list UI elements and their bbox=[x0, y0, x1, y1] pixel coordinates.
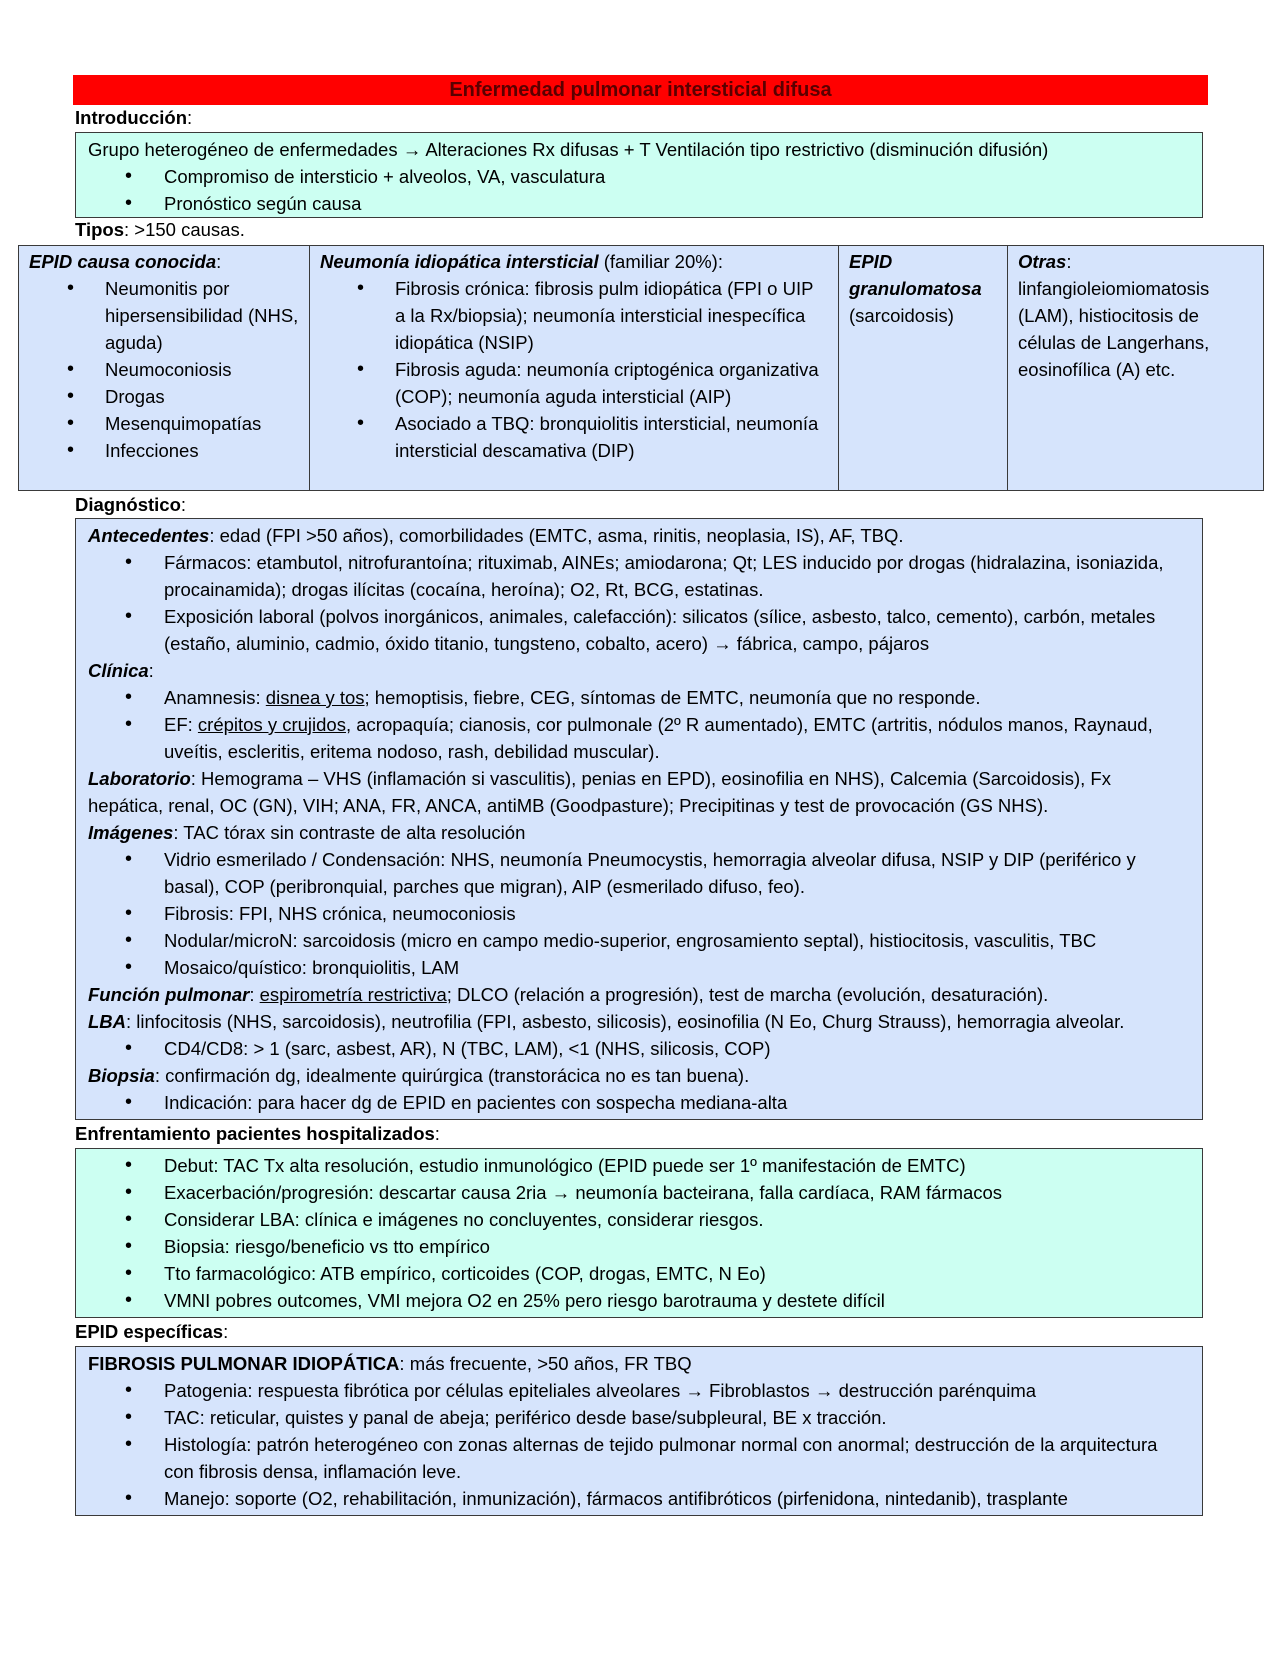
col-title: Otras bbox=[1018, 251, 1067, 272]
list-item: • Asociado a TBQ: bronquiolitis intersticial, neumonía intersticial descamativa (DIP) bbox=[320, 410, 828, 464]
list-item: • Neumonitis por hipersensibilidad (NHS, aguda) bbox=[29, 275, 299, 356]
list-item: • Fibrosis crónica: fibrosis pulm idiopática (FPI o UIP a la Rx/biopsia); neumonía intersticial inespecífica idiopática (NSIP) bbox=[320, 275, 828, 356]
list-item: • Exacerbación/progresión: descartar causa 2ria → neumonía bacteirana, falla cardíaca, RAM fármacos bbox=[88, 1179, 1190, 1206]
list-item: • Vidrio esmerilado / Condensación: NHS, neumonía Pneumocystis, hemorragia alveolar difusa, NSIP y DIP (periférico y basal), COP (peribronquial, parches que migran), AIP (esmerilado difuso, feo). bbox=[88, 846, 1190, 900]
list-item: • Considerar LBA: clínica e imágenes no concluyentes, considerar riesgos. bbox=[88, 1206, 1190, 1233]
col-title: EPID causa conocida bbox=[29, 251, 217, 272]
list-item: • Infecciones bbox=[29, 437, 299, 464]
list-item: • Fármacos: etambutol, nitrofurantoína; rituximab, AINEs; amiodarona; Qt; LES inducido por drogas (hidralazina, isoniazida, procainamida); drogas ilícitas (cocaína, heroína); O2, Rt, BCG, estatinas. bbox=[88, 549, 1190, 603]
list-item: • TAC: reticular, quistes y panal de abeja; periférico desde base/subpleural, BE x tracción. bbox=[88, 1404, 1190, 1431]
list-item: • Mosaico/quístico: bronquiolitis, LAM bbox=[88, 954, 1190, 981]
tipos-col-otras: Otras: linfangioleiomiomatosis (LAM), histiocitosis de células de Langerhans, eosinofílica (A) etc. bbox=[1008, 246, 1264, 491]
tipos-table bbox=[18, 245, 1264, 491]
list-item: • Fibrosis: FPI, NHS crónica, neumoconiosis bbox=[88, 900, 1190, 927]
list-item: • EF: crépitos y crujidos, acropaquía; cianosis, cor pulmonale (2º R aumentado), EMTC (artritis, nódulos manos, Raynaud, uveítis, escleritis, eritema nodoso, rash, debilidad muscular). bbox=[88, 711, 1190, 765]
hospitalizados-box bbox=[75, 1148, 1203, 1318]
list-item: • CD4/CD8: > 1 (sarc, asbest, AR), N (TBC, LAM), <1 (NHS, silicosis, COP) bbox=[88, 1035, 1190, 1062]
page-title: Enfermedad pulmonar intersticial difusa bbox=[73, 75, 1208, 105]
list-item: • Compromiso de intersticio + alveolos, VA, vasculatura bbox=[88, 163, 1190, 190]
list-item: • Anamnesis: disnea y tos; hemoptisis, fiebre, CEG, síntomas de EMTC, neumonía que no responde. bbox=[88, 684, 1190, 711]
intro-box bbox=[75, 132, 1203, 218]
hospitalizados-heading: Enfrentamiento pacientes hospitalizados: bbox=[75, 1123, 440, 1144]
list-item: • Tto farmacológico: ATB empírico, corticoides (COP, drogas, EMTC, N Eo) bbox=[88, 1260, 1190, 1287]
list-item: • Drogas bbox=[29, 383, 299, 410]
tipos-col-granulomatosa: EPID granulomatosa (sarcoidosis) bbox=[839, 246, 1008, 491]
diagnostico-heading: Diagnóstico: bbox=[75, 494, 187, 515]
list-item: • Indicación: para hacer dg de EPID en pacientes con sospecha mediana-alta bbox=[88, 1089, 1190, 1116]
list-item: • Patogenia: respuesta fibrótica por células epiteliales alveolares → Fibroblastos → destrucción parénquima bbox=[88, 1377, 1190, 1404]
list-item: • Neumoconiosis bbox=[29, 356, 299, 383]
list-item: • VMNI pobres outcomes, VMI mejora O2 en 25% pero riesgo barotrauma y destete difícil bbox=[88, 1287, 1190, 1314]
tipos-col-conocida: EPID causa conocida: • Neumonitis por hipersensibilidad (NHS, aguda) • Neumoconiosis • Drogas • Mesenquimopatías • Infecciones bbox=[19, 246, 310, 491]
list-item: • Biopsia: riesgo/beneficio vs tto empírico bbox=[88, 1233, 1190, 1260]
tipos-heading: Tipos: >150 causas. bbox=[75, 219, 245, 240]
list-item: • Nodular/microN: sarcoidosis (micro en campo medio-superior, engrosamiento septal), histiocitosis, vasculitis, TBC bbox=[88, 927, 1190, 954]
diagnostico-box: Antecedentes: edad (FPI >50 años), comorbilidades (EMTC, asma, rinitis, neoplasia, IS), AF, TBQ. • Fármacos: etambutol, nitrofurantoína; rituximab, AINEs; amiodarona; Qt; LES inducido por drogas (hidralazina, isoniazida, procainamida); drogas ilícitas (cocaína, heroína); O2, Rt, BCG, estatinas. • Exposición laboral (polvos inorgánicos, animales, calefacción): silicatos (sílice, asbesto, talco, cemento), carbón, metales (estaño, aluminio, cadmio, óxido titanio, tungsteno, cobalto, acero) → fábrica, campo, pájaros Clínica: • Anamnesis: disnea y tos; hemoptisis, fiebre, CEG, síntomas de EMTC, neumonía que no responde. • EF: crépitos y crujidos, acropaquía; cianosis, cor pulmonale (2º R aumentado), EMTC (artritis, nódulos manos, Raynaud, uveítis, escleritis, eritema nodoso, rash, debilidad muscular). Laboratorio: Hemograma – VHS (inflamación si vasculitis), penias en EPD), eosinofilia en NHS), Calcemia (Sarcoidosis), Fx hepática, renal, OC (GN), VIH; ANA, FR, ANCA, antiMB (Goodpasture); Precipitinas y test de provocación (GS NHS). Imágenes: TAC tórax sin contraste de alta resolución • Vidrio esmerilado / Condensación: NHS, neumonía Pneumocystis, hemorragia alveolar difusa, NSIP y DIP (periférico y basal), COP (peribronquial, parches que migran), AIP (esmerilado difuso, feo). • Fibrosis: FPI, NHS crónica, neumoconiosis • Nodular/microN: sarcoidosis (micro en campo medio-superior, engrosamiento septal), histiocitosis, vasculitis, TBC • Mosaico/quístico: bronquiolitis, LAM Función pulmonar: espirometría restrictiva; DLCO (relación a progresión), test de marcha (evolución, desaturación). LBA: linfocitosis (NHS, sarcoidosis), neutrofilia (FPI, asbesto, silicosis), eosinofilia (N Eo, Churg Strauss), hemorragia alveolar. • CD4/CD8: > 1 (sarc, asbest, AR), N (TBC, LAM), <1 (NHS, silicosis, COP) Biopsia: confirmación dg, idealmente quirúrgica (transtorácica no es tan buena). • Indicación: para hacer dg de EPID en pacientes con sospecha mediana-alta bbox=[75, 518, 1203, 1120]
col-title: EPID granulomatosa bbox=[849, 251, 982, 299]
col-title: Neumonía idiopática intersticial bbox=[320, 251, 599, 272]
list-item: • Exposición laboral (polvos inorgánicos, animales, calefacción): silicatos (sílice, asbesto, talco, cemento), carbón, metales (estaño, aluminio, cadmio, óxido titanio, tungsteno, cobalto, acero) → fábrica, campo, pájaros bbox=[88, 603, 1190, 657]
intro-heading: Introducción: bbox=[75, 107, 193, 128]
list-item: • Manejo: soporte (O2, rehabilitación, inmunización), fármacos antifibróticos (pirfenidona, nintedanib), trasplante bbox=[88, 1485, 1190, 1512]
list-item: • Debut: TAC Tx alta resolución, estudio inmunológico (EPID puede ser 1º manifestación de EMTC) bbox=[88, 1152, 1190, 1179]
tipos-col-idiopatica: Neumonía idiopática intersticial (familiar 20%): • Fibrosis crónica: fibrosis pulm idiopática (FPI o UIP a la Rx/biopsia); neumonía intersticial inespecífica idiopática (NSIP) • Fibrosis aguda: neumonía criptogénica organizativa (COP); neumonía aguda intersticial (AIP) • Asociado a TBQ: bronquiolitis intersticial, neumonía intersticial descamativa (DIP) bbox=[310, 246, 839, 491]
list-item: • Histología: patrón heterogéneo con zonas alternas de tejido pulmonar normal con anormal; destrucción de la arquitectura con fibrosis densa, inflamación leve. bbox=[88, 1431, 1190, 1485]
intro-line: Grupo heterogéneo de enfermedades → Alteraciones Rx difusas + T Ventilación tipo restrictivo (disminución difusión) bbox=[88, 139, 1049, 160]
especificas-heading: EPID específicas: bbox=[75, 1321, 229, 1342]
especificas-box: FIBROSIS PULMONAR IDIOPÁTICA: más frecuente, >50 años, FR TBQ • Patogenia: respuesta fibrótica por células epiteliales alveolares → Fibroblastos → destrucción parénquima • TAC: reticular, quistes y panal de abeja; periférico desde base/subpleural, BE x tracción. • Histología: patrón heterogéneo con zonas alternas de tejido pulmonar normal con anormal; destrucción de la arquitectura con fibrosis densa, inflamación leve. • Manejo: soporte (O2, rehabilitación, inmunización), fármacos antifibróticos (pirfenidona, nintedanib), trasplante bbox=[75, 1346, 1203, 1516]
list-item: • Fibrosis aguda: neumonía criptogénica organizativa (COP); neumonía aguda intersticial (AIP) bbox=[320, 356, 828, 410]
list-item: • Mesenquimopatías bbox=[29, 410, 299, 437]
list-item: • Pronóstico según causa bbox=[88, 190, 1190, 217]
intro-list bbox=[88, 163, 1190, 217]
